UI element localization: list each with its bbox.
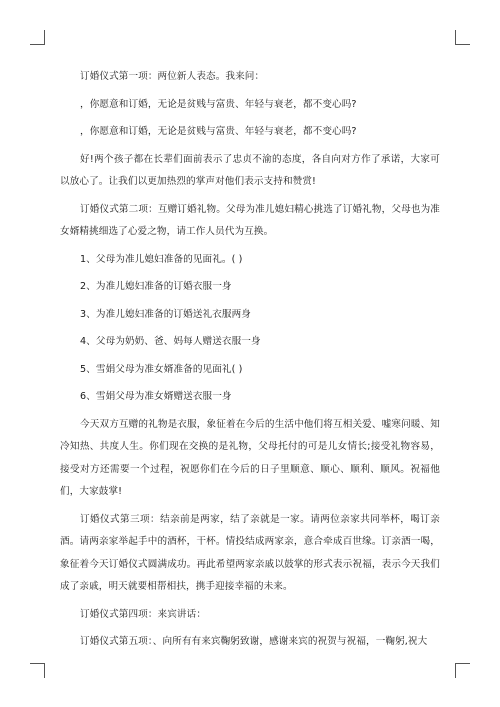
paragraph: 订婚仪式第三项：结亲前是两家，结了亲就是一家。请两位亲家共同举杯，喝订亲酒。请两亲家举起手中的酒杯，干杯。情投结成两家亲，意合牵成百世缘。订亲酒一喝，象征着今天订婚仪式圆满成功。再此希望两家亲戚以鼓掌的形式表示祝福，表示今天我们成了亲戚，明天就要相帮相扶，携手迎接幸福的未来。 — [60, 513, 440, 592]
paragraph: 订婚仪式第一项：两位新人表态。我来问： — [80, 71, 265, 82]
paragraph: ，你愿意和订婚，无论是贫贱与富贵、年轻与衰老，都不变心吗? — [80, 98, 357, 110]
document-body — [60, 66, 440, 654]
crop-mark-top-right — [455, 30, 470, 45]
crop-mark-bottom-left — [30, 663, 45, 678]
list-item: 6、雪娟父母为准女婿赠送衣服一身 — [80, 391, 232, 402]
crop-mark-top-left — [30, 30, 45, 45]
paragraph: ，你愿意和订婚，无论是贫贱与富贵、年轻与衰老，都不变心吗? — [80, 126, 357, 137]
paragraph: 好!两个孩子都在长辈们面前表示了忠贞不渝的态度，各自向对方作了承诺，大家可以放心了。让我们以更加热烈的掌声对他们表示支持和赞赏! — [60, 153, 440, 187]
paragraph: 订婚仪式第四项：来宾讲话： — [80, 608, 207, 620]
list-item: 2、为准儿媳妇准备的订婚衣服一身 — [80, 281, 232, 292]
paragraph: 订婚仪式第五项：、向所有有来宾鞠躬致谢，感谢来宾的祝贺与祝福，一鞠躬,祝大 — [80, 636, 428, 647]
crop-mark-bottom-right — [455, 663, 470, 678]
list-item: 1、父母为准儿媳妇准备的见面礼。( ) — [80, 253, 243, 265]
list-item: 5、雪娟父母为准女婿准备的见面礼( ) — [80, 363, 243, 375]
list-item: 3、为准儿媳妇准备的订婚送礼衣服两身 — [80, 308, 251, 320]
list-item: 4、父母为奶奶、爸、妈每人赠送衣服一身 — [80, 336, 261, 347]
paragraph: 订婚仪式第二项：互赠订婚礼物。父母为准儿媳妇精心挑选了订婚礼物，父母也为准女婿精挑细选了心爱之物，请工作人员代为互换。 — [60, 203, 440, 237]
paragraph: 今天双方互赠的礼物是衣服，象征着在今后的生活中他们将互相关爱、嘘寒问暖、知冷知热、共度人生。你们现在交换的是礼物，父母托付的可是儿女情长;接受礼物容易，接受对方还需要一个过程，祝愿你们在今后的日子里顺意、顺心、顺利、顺风。祝福他们，大家鼓掌! — [60, 418, 440, 497]
